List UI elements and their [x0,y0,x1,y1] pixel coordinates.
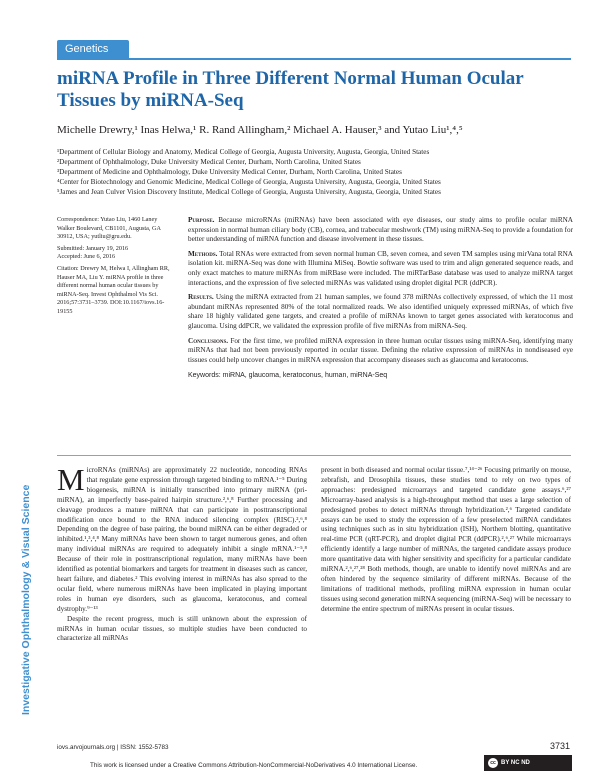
section-divider [57,455,571,456]
methods-label: Methods. [188,249,218,258]
drop-cap: M [57,462,85,497]
abstract-purpose [188,216,573,245]
abstract [188,216,573,381]
author-list: Michelle Drewry,¹ Inas Helwa,¹ R. Rand Allingham,² Michael A. Hauser,³ and Yutao Liu¹,⁴,⁵ [57,124,463,136]
citation: Citation: Drewry M, Helwa I, Allingham RR, Hauser MA, Liu Y. miRNA profile in three different normal human ocular tissues by miRNA-Seq. Invest Ophthalmol Vis Sci. 2016;57:3731–3739. DOI:10.1167/iovs.16-19155 [57,264,170,315]
body-column-right [321,466,571,615]
conclusions-label: Conclusions. [188,336,229,345]
accepted-date: Accepted: June 6, 2016 [57,253,116,261]
results-label: Results. [188,293,214,302]
journal-vertical-label [8,470,32,715]
footer-issn: iovs.arvojournals.org | ISSN: 1552-5783 [57,744,169,751]
page-number: 3731 [549,741,570,751]
correspondence: Correspondence: Yutao Liu, 1460 Laney Walker Boulevard, CB1101, Augusta, GA 30912, USA; yutliu@gru.edu. [57,216,161,241]
cc-badge-label: BY NC ND [501,760,530,766]
purpose-label: Purpose. [188,216,215,224]
sidebar-info [57,216,175,320]
methods-text: Total RNAs were extracted from seven normal human CB, seven cornea, and seven TM samples using mirVana total RNA isolation kit. miRNA-Seq was done with Illumina MiSeq. Bowtie software was used to trim and align generated sequence reads, and only exact matches to mature miRNAs from miRBase were included. The miRTarBase database was used to analyze miRNA target interactions, and the expression of five selected miRNAs was validated using droplet digital PCR (ddPCR). [188,249,573,287]
purpose-text: Because microRNAs (miRNAs) have been associated with eye diseases, our study aims to profile ocular miRNA expression in normal human ciliary body (CB), cornea, and trabecular meshwork (TM) using miRNA-Seq to provide a foundation for better understanding of miRNA function and disease involvement in these tissues. [188,216,574,244]
body-paragraph: Despite the recent progress, much is still unknown about the expression of miRNAs in human ocular tissues, so multiple studies have been conducted to characterize all miRNAs [57,614,307,643]
affiliation: ¹Department of Cellular Biology and Anatomy, Medical College of Georgia, Augusta University, Augusta, Georgia, United States [57,148,430,156]
affiliations [57,147,577,197]
affiliation: ⁴Center for Biotechnology and Genomic Medicine, Medical College of Georgia, Augusta University, Augusta, Georgia, United States [57,178,441,186]
body-column-left [57,462,307,644]
body-paragraph [57,462,307,615]
results-text: Using the miRNA extracted from 21 human samples, we found 378 miRNAs collectively expressed, of which the 11 most abundant miRNAs represented 80% of the total normalized reads. We also identified uniquely expressed miRNAs, of which five share 18 highly validated gene targets, and created a profile of miRNAs known to target genes associated with keratoconus and glaucoma. Using ddPCR, we validated the expression profile of five miRNAs from miRNA-Seq. [188,293,573,330]
keywords: Keywords: miRNA, glaucoma, keratoconus, human, miRNA-Seq [188,372,388,380]
submitted-date: Submitted: January 19, 2016 [57,244,129,252]
article-title: miRNA Profile in Three Different Normal Human Ocular Tissues by miRNA-Seq [57,68,524,111]
license-text: This work is licensed under a Creative Commons Attribution-NonCommercial-NoDerivatives 4.0 International License. [90,762,418,769]
paragraph-text: icroRNAs (miRNAs) are approximately 22 nucleotide, noncoding RNAs that regulate gene expression through targeted binding to mRNA.¹⁻⁵ During biogenesis, miRNA is initially transcribed into primary miRNA (pri-miRNA), an imperfectly base-paired hairpin structure.²,⁶,⁸ Further processing and cleavage produces a mature miRNA that can participate in posttranscriptional modification once bound to the RNA induced silencing complex (RISC).²,⁶,⁸ Depending on the degree of base pairing, the bound miRNA can be either degraded or inhibited.¹,³,⁴,⁸ Many miRNAs have been shown to target numerous genes, and often many individual miRNAs are required to adequately inhibit a single mRNA.¹⁻⁵,⁸ Because of their role in posttranscriptional regulation, many miRNAs have been identified as potential biomarkers and targets for treatment in diseases such as cancer, heart failure, and diabetes.² This evolving interest in miRNAs has also spread to the ocular field, where numerous miRNAs have been implicated in playing important roles in human eye disorders, such as glaucoma, keratoconus, and corneal dystrophy.⁹⁻¹³ [57,466,307,613]
header-rule [57,58,571,60]
abstract-results [188,293,573,331]
affiliation: ⁵James and Jean Culver Vision Discovery Institute, Medical College of Georgia, Augusta University, Augusta, Georgia, United States [57,188,441,196]
affiliation: ²Department of Ophthalmology, Duke University Medical Center, Durham, North Carolina, United States [57,158,361,166]
journal-name: Investigative Ophthalmology & Visual Science [20,484,32,715]
abstract-conclusions [188,337,573,366]
conclusions-text: For the first time, we profiled miRNA expression in three human ocular tissues using miRNA-Seq, identifying many miRNAs that had not been previously reported in ocular tissue. Defining the relative expression of miRNAs in nondiseased eye tissues could help uncover changes in miRNA expression that accompany diseases such as glaucoma and keratoconus. [188,336,574,364]
cc-license-badge[interactable] [484,755,572,771]
section-tab: Genetics [57,40,129,58]
abstract-methods [188,250,573,288]
cc-icon: cc [488,758,498,768]
body-paragraph: present in both diseased and normal ocular tissue.⁷,¹⁴⁻²⁶ Focusing primarily on mouse, zebrafish, and Drosophila tissues, these studies tend to rely on two types of approaches: predesigned microarrays and targeted candidate gene assays.⁶,²⁷ Microarray-based analysis is a high-throughput method that uses a large selection of predesigned probes to detect miRNAs through hybridization.²,⁶ Targeted candidate assays can be used to study the expression of a few preselected miRNA candidates using techniques such as in situ hybridization (ISH), Northern blotting, quantitative real-time PCR (qRT-PCR), and droplet digital PCR (ddPCR).²,⁶,²⁷ While microarrays efficiently identify a large number of miRNAs, the targeted candidate assays produce more quantitative data with higher sensitivity and specificity for a particular candidate miRNA.²,⁶,²⁷,²⁸ Both methods, though, are unable to identify novel miRNAs and are often hindered by the sequence similarity of different miRNAs. Because of the limitations of traditional methods, profiling miRNA expression in human ocular tissues using second generation miRNA sequencing (miRNA-Seq) will be necessary to determine the entire spectrum of miRNAs present in ocular tissues. [321,466,571,613]
affiliation: ³Department of Medicine and Ophthalmology, Duke University Medical Center, Durham, North Carolina, United States [57,168,402,176]
